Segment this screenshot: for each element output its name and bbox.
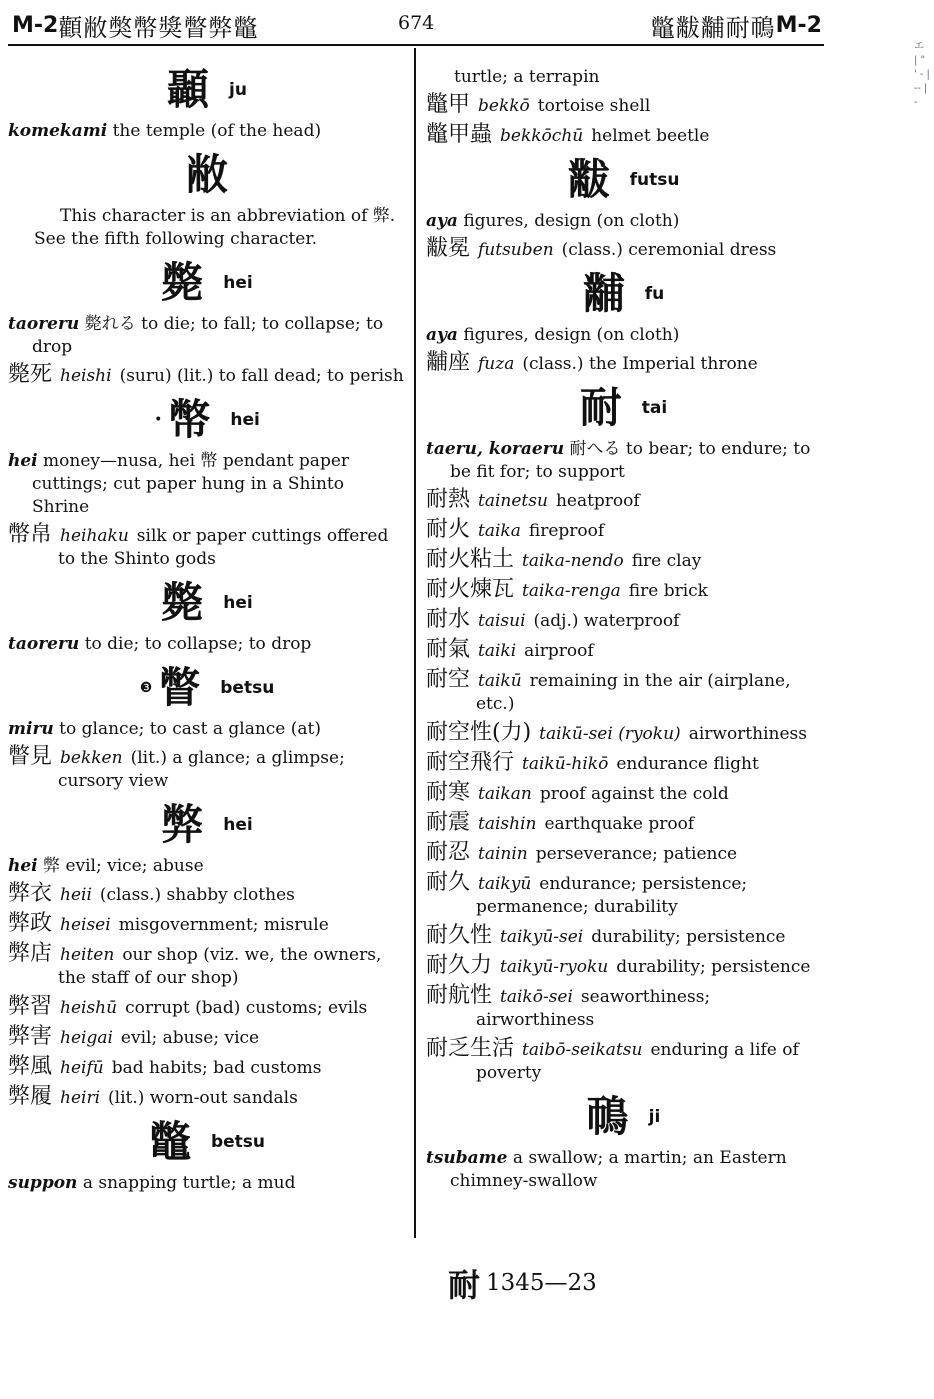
word: miru [8, 719, 54, 739]
compound-kanji: 弊政 [8, 911, 53, 936]
compound-reading: heii [60, 885, 92, 905]
definition-text: a swallow; a martin; an Eastern chimney-swallow [450, 1148, 787, 1191]
column-divider [414, 48, 416, 1238]
definition-text: to die; to collapse; to drop [84, 634, 312, 654]
compound-row [426, 518, 821, 543]
definition-text: 耐へる to bear; to endure; to be fit for; to support [450, 439, 811, 482]
word: taoreru [8, 314, 80, 334]
header-left [12, 8, 258, 42]
footer-code: 1345—23 [486, 1270, 597, 1296]
compound-kanji: 幣帛 [8, 522, 53, 547]
compound-row [426, 984, 821, 1032]
compound-row [426, 781, 821, 806]
compound-reading: bekken [60, 748, 123, 768]
compound-definition: durability; persistence [591, 927, 786, 947]
definition [426, 438, 821, 484]
compound-kanji: 耐火煉瓦 [426, 577, 515, 602]
word: hei [8, 856, 38, 876]
head-reading: hei [223, 815, 253, 835]
compound-reading: futsuben [478, 240, 554, 260]
compound-kanji: 耐火粘土 [426, 547, 515, 572]
compound-reading: taikū [478, 671, 522, 691]
definition [8, 1172, 406, 1195]
compound-reading: heigai [60, 1028, 113, 1048]
head-kanji: 斃 [161, 258, 204, 307]
compound-row [426, 954, 821, 979]
compound-row [8, 942, 406, 990]
compound-definition: evil; abuse; vice [120, 1028, 260, 1048]
compound-kanji: 弊履 [8, 1084, 53, 1109]
head-reading: betsu [220, 678, 275, 698]
compound-definition: (class.) shabby clothes [99, 885, 295, 905]
compound-definition: bad habits; bad customs [111, 1058, 322, 1078]
compound-reading: taikyū [478, 874, 532, 894]
head-kanji: 黼 [582, 269, 625, 318]
compound-kanji: 耐寒 [426, 780, 471, 805]
compound-definition: silk or paper cuttings offered to the Shinto gods [58, 526, 389, 569]
compound-definition: earthquake proof [544, 814, 695, 834]
compound-reading: heiri [60, 1088, 101, 1108]
entry-heading [8, 799, 406, 851]
compound-row [8, 745, 406, 793]
definition-text: 斃れる to die; to fall; to collapse; to drop [32, 314, 384, 357]
compound-definition: (adj.) waterproof [533, 611, 680, 631]
compound-kanji: 耐空飛行 [426, 750, 515, 775]
compound-reading: taikū-sei (ryoku) [539, 724, 681, 744]
compound-row [8, 882, 406, 907]
footer-kanji: 耐 [448, 1266, 481, 1304]
compound-kanji: 耐航性 [426, 983, 493, 1008]
compound-row [426, 608, 821, 633]
compound-row [426, 351, 821, 376]
compound-row [8, 363, 406, 388]
entry-heading [8, 394, 406, 446]
entry-heading [8, 1116, 406, 1168]
compound-kanji: 瞥見 [8, 744, 53, 769]
compound-row [426, 811, 821, 836]
head-reading: ju [229, 80, 247, 100]
compound-row [426, 93, 821, 118]
compound-list [426, 488, 821, 1085]
word: komekami [8, 121, 108, 141]
definition [8, 633, 406, 656]
compound-reading: fuza [478, 354, 515, 374]
compound-reading: taikyū-sei [500, 927, 584, 947]
left-column [8, 58, 406, 1199]
section-tag-right: M-2 [775, 12, 822, 38]
word: taeru, koraeru [426, 439, 565, 459]
compound-kanji: 鼈甲蟲 [426, 122, 493, 147]
head-reading: futsu [629, 170, 680, 190]
compound-definition: (class.) the Imperial throne [522, 354, 758, 374]
head-reading: hei [223, 273, 253, 293]
compound-kanji: 弊店 [8, 941, 53, 966]
compound-row [426, 578, 821, 603]
compound-kanji: 耐久力 [426, 953, 493, 978]
head-kanji: 鼈 [148, 1117, 191, 1166]
header-chars-left: 顴敝獘幣獎瞥弊鼈 [58, 13, 259, 42]
compound-row [8, 1055, 406, 1080]
compound-definition: corrupt (bad) customs; evils [125, 998, 368, 1018]
compound-definition: heatproof [555, 491, 640, 511]
compound-row [8, 995, 406, 1020]
right-column [426, 58, 821, 1197]
compound-kanji: 弊風 [8, 1054, 53, 1079]
definition-text: money—nusa, hei 幣 pendant paper cuttings; cut paper hung in a Shinto Shrine [32, 451, 350, 517]
entry-heading [8, 577, 406, 629]
compound-definition: (lit.) worn-out sandals [108, 1088, 298, 1108]
word: hei [8, 451, 38, 471]
compound-kanji: 弊衣 [8, 881, 53, 906]
compound-row [426, 841, 821, 866]
compound-reading: taika [478, 521, 521, 541]
compound-row [426, 924, 821, 949]
compound-reading: taishin [478, 814, 537, 834]
compound-row [426, 1037, 821, 1085]
compound-definition: helmet beetle [591, 126, 710, 146]
compound-kanji: 耐熱 [426, 487, 471, 512]
compound-reading: heisei [60, 915, 111, 935]
entry-heading [426, 1091, 821, 1143]
word: aya [426, 211, 458, 231]
entry-mark: ❸ [139, 680, 153, 696]
entry-heading [426, 268, 821, 320]
definition-text: the temple (of the head) [112, 121, 322, 141]
header-rule [8, 44, 824, 46]
definition-text: to glance; to cast a glance (at) [59, 719, 322, 739]
compound-kanji: 耐空性(力) [426, 720, 532, 745]
compound-definition: proof against the cold [539, 784, 729, 804]
compound-row [426, 638, 821, 663]
compound-kanji: 弊習 [8, 994, 53, 1019]
compound-reading: heishi [60, 366, 112, 386]
compound-definition: fire clay [631, 551, 702, 571]
head-kanji: 幣 [168, 395, 211, 444]
definition [426, 324, 821, 347]
compound-definition: our shop (viz. we, the owners, the staff of our shop) [58, 945, 382, 988]
head-reading: hei [223, 593, 253, 613]
compound-kanji: 耐久性 [426, 923, 493, 948]
compound-reading: taikyū-ryoku [500, 957, 609, 977]
header-right [651, 8, 822, 42]
head-reading: tai [641, 398, 668, 418]
compound-reading: taikan [478, 784, 532, 804]
compound-reading: heishū [60, 998, 118, 1018]
word: taoreru [8, 634, 80, 654]
compound-reading: taibō-seikatsu [522, 1040, 643, 1060]
compound-kanji: 鼈甲 [426, 92, 471, 117]
word: suppon [8, 1173, 78, 1193]
section-tag-left: M-2 [12, 12, 59, 38]
word: aya [426, 325, 458, 345]
compound-reading: heiten [60, 945, 115, 965]
compound-definition: tortoise shell [537, 96, 651, 116]
compound-reading: heifū [60, 1058, 104, 1078]
entry-heading [8, 257, 406, 309]
compound-reading: bekkōchū [500, 126, 584, 146]
page-number: 674 [398, 12, 435, 34]
compound-definition: airworthiness [688, 724, 807, 744]
head-kanji: 鳾 [586, 1092, 629, 1141]
compound-reading: taikū-hikō [522, 754, 609, 774]
compound-definition: endurance; persistence; permanence; durability [476, 874, 748, 917]
entry-note: This character is an abbreviation of 弊. See the fifth following character. [34, 206, 396, 249]
compound-row [426, 668, 821, 716]
compound-reading: taisui [478, 611, 526, 631]
compound-definition: airproof [524, 641, 594, 661]
compound-reading: tainin [478, 844, 528, 864]
compound-reading: bekkō [478, 96, 530, 116]
compound-definition: misgovernment; misrule [118, 915, 329, 935]
entry-heading [8, 64, 406, 116]
compound-reading: taiki [478, 641, 517, 661]
compound-reading: taika-renga [522, 581, 621, 601]
compound-definition: (lit.) a glance; a glimpse; cursory view [58, 748, 345, 791]
compound-row [426, 721, 821, 746]
compound-row [426, 871, 821, 919]
compound-kanji: 耐氣 [426, 637, 471, 662]
head-reading: betsu [210, 1132, 266, 1152]
entry-heading [8, 149, 406, 201]
compound-definition: durability; persistence [616, 957, 811, 977]
compound-kanji: 黼座 [426, 350, 471, 375]
compound-kanji: 耐火 [426, 517, 471, 542]
head-kanji: 顳 [167, 65, 210, 114]
definition [8, 855, 406, 878]
compound-row [426, 123, 821, 148]
compound-row [426, 548, 821, 573]
continued-definition: turtle; a terrapin [454, 67, 600, 87]
compound-reading: taika-nendo [522, 551, 624, 571]
head-kanji: 弊 [161, 800, 204, 849]
compound-kanji: 斃死 [8, 362, 53, 387]
compound-reading: tainetsu [478, 491, 548, 511]
entry-heading [8, 662, 406, 714]
page-footer [448, 1260, 597, 1306]
head-reading: ji [648, 1107, 661, 1127]
compound-kanji: 耐忍 [426, 840, 471, 865]
compound-kanji: 耐震 [426, 810, 471, 835]
definition [426, 1147, 821, 1193]
compound-kanji: 黻冕 [426, 236, 471, 261]
head-kanji: 斃 [161, 578, 204, 627]
definition-text: figures, design (on cloth) [463, 325, 680, 345]
compound-row [8, 523, 406, 571]
compound-kanji: 耐空 [426, 667, 471, 692]
head-reading: hei [230, 410, 260, 430]
compound-definition: (class.) ceremonial dress [561, 240, 777, 260]
entry-mark: • [154, 412, 163, 428]
compound-definition: perseverance; patience [535, 844, 738, 864]
definition [8, 120, 406, 143]
compound-row [426, 237, 821, 262]
compound-definition: endurance flight [616, 754, 759, 774]
compound-reading: heihaku [60, 526, 129, 546]
definition [426, 210, 821, 233]
head-reading: fu [644, 284, 665, 304]
compound-kanji: 耐水 [426, 607, 471, 632]
definition [8, 718, 406, 741]
compound-definition: (suru) (lit.) to fall dead; to perish [119, 366, 404, 386]
word: tsubame [426, 1148, 508, 1168]
compound-row [8, 1025, 406, 1050]
head-kanji: 耐 [579, 383, 622, 432]
header-chars-right: 鼈黻黼耐鳾 [650, 13, 776, 42]
entry-heading [426, 154, 821, 206]
definition [8, 313, 406, 359]
compound-definition: remaining in the air (airplane, etc.) [476, 671, 791, 714]
entry-heading [426, 382, 821, 434]
compound-row [426, 751, 821, 776]
margin-marks: エ | " ' - | -- | - [914, 41, 930, 108]
head-kanji: 瞥 [158, 663, 201, 712]
compound-kanji: 耐久 [426, 870, 471, 895]
compound-definition: fireproof [528, 521, 605, 541]
head-kanji: 黻 [567, 155, 610, 204]
head-kanji: 敝 [185, 150, 228, 199]
compound-definition: enduring a life of poverty [476, 1040, 799, 1083]
compound-definition: seaworthiness; airworthiness [476, 987, 711, 1030]
compound-row [8, 912, 406, 937]
compound-row [8, 1085, 406, 1110]
definition-text: figures, design (on cloth) [463, 211, 680, 231]
definition-text: a snapping turtle; a mud [82, 1173, 296, 1193]
compound-row [426, 488, 821, 513]
definition [8, 450, 406, 519]
compound-kanji: 耐乏生活 [426, 1036, 515, 1061]
compound-kanji: 弊害 [8, 1024, 53, 1049]
definition-text: 弊 evil; vice; abuse [43, 856, 204, 876]
compound-reading: taikō-sei [500, 987, 573, 1007]
compound-definition: fire brick [628, 581, 708, 601]
